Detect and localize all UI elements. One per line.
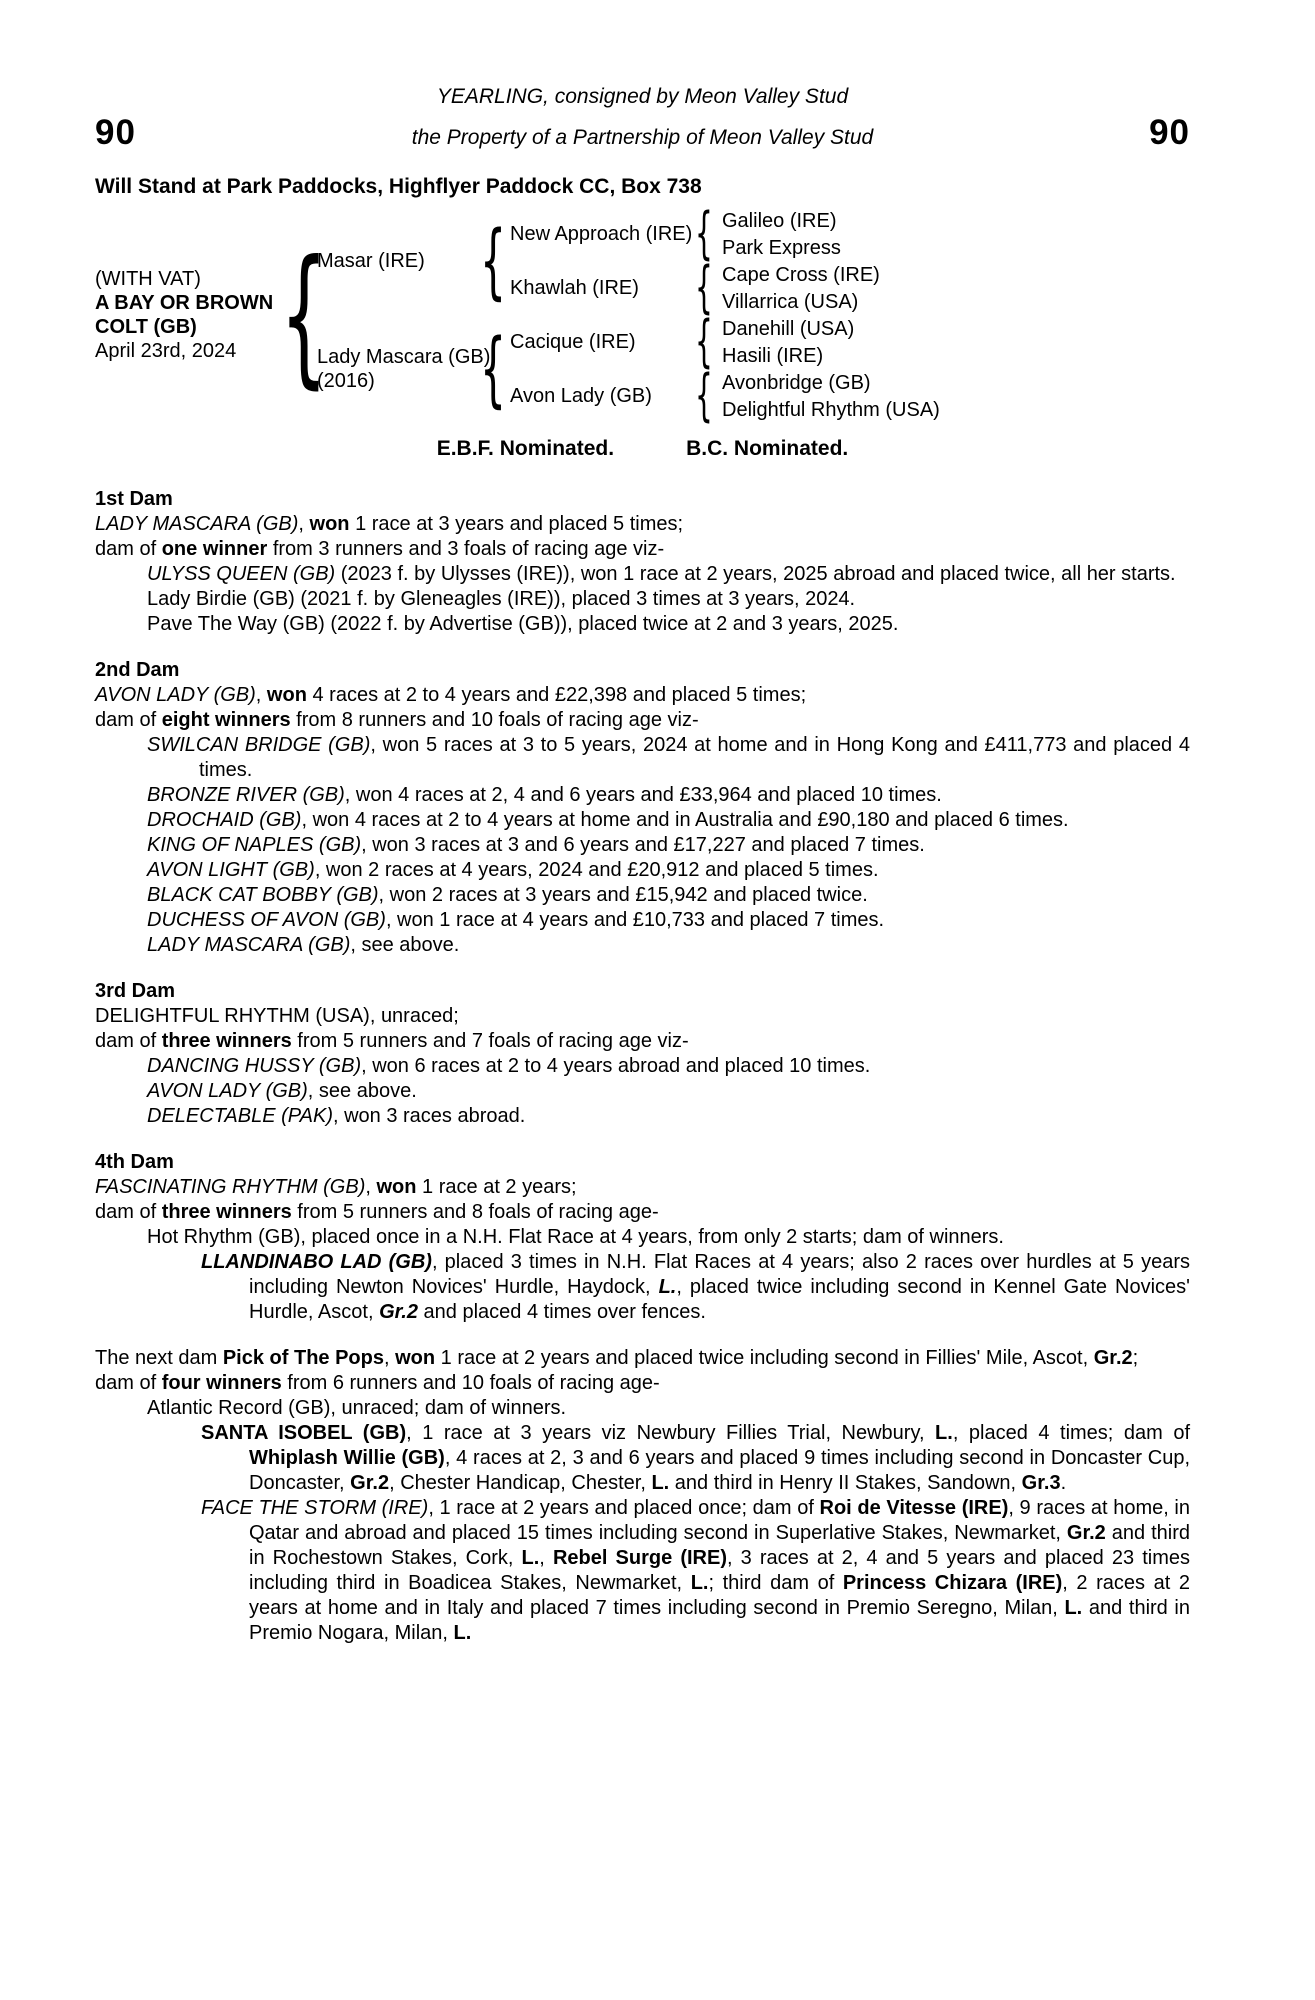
dam-section bbox=[95, 1346, 1190, 1646]
text-segment: , Chester Handicap, Chester, bbox=[389, 1472, 652, 1494]
text-segment: , won 4 races at 2, 4 and 6 years and £33,964 and placed 10 times. bbox=[344, 784, 942, 806]
pedigree-paragraph bbox=[95, 537, 1190, 562]
dam-name: Lady Mascara (GB) bbox=[317, 346, 491, 368]
ebf-nominated-label: E.B.F. Nominated. bbox=[436, 437, 615, 460]
pedigree-table bbox=[95, 201, 1190, 428]
property-line: the Property of a Partnership of Meon Valley Stud bbox=[411, 126, 874, 149]
text-segment: , won 5 races at 3 to 5 years, 2024 at home and in Hong Kong and £411,773 and placed 4 times. bbox=[199, 734, 1190, 781]
text-segment: L. bbox=[658, 1276, 677, 1298]
pedigree-brace-dam-parents: { bbox=[480, 322, 507, 417]
text-segment: L. bbox=[453, 1622, 472, 1644]
text-segment: Gr.2 bbox=[379, 1301, 418, 1323]
consigned-line: YEARLING, consigned by Meon Valley Stud bbox=[436, 85, 849, 108]
dam-section bbox=[95, 1150, 1190, 1325]
pedigree-paragraph bbox=[95, 933, 1190, 958]
text-segment: L. bbox=[1064, 1597, 1083, 1619]
text-segment: SANTA ISOBEL (GB) bbox=[201, 1422, 407, 1444]
text-segment: (2023 f. by Ulysses (IRE)), won 1 race at 2 years, 2025 abroad and placed twice, all her starts. bbox=[335, 563, 1176, 585]
text-segment: DUCHESS OF AVON (GB) bbox=[147, 909, 386, 931]
consignor-block bbox=[215, 84, 1070, 150]
text-segment: , bbox=[384, 1347, 396, 1369]
text-segment: from 6 runners and 10 foals of racing age- bbox=[281, 1372, 660, 1394]
text-segment: , won 3 races at 3 and 6 years and £17,227 and placed 7 times. bbox=[361, 834, 925, 856]
pedigree-brace-pair3: { bbox=[695, 309, 713, 374]
text-segment: , won 6 races at 2 to 4 years abroad and placed 10 times. bbox=[361, 1055, 871, 1077]
text-segment: LADY MASCARA (GB) bbox=[95, 513, 299, 535]
text-segment: won bbox=[395, 1347, 436, 1369]
text-segment: from 8 runners and 10 foals of racing age viz- bbox=[290, 709, 699, 731]
sire-name: Masar (IRE) bbox=[317, 250, 425, 272]
text-segment: three winners bbox=[161, 1030, 292, 1052]
text-segment: from 5 runners and 8 foals of racing age- bbox=[291, 1201, 659, 1223]
great-grandparent-name: Park Express bbox=[722, 237, 841, 259]
text-segment: L. bbox=[651, 1472, 670, 1494]
pedigree-brace-gen1: { bbox=[280, 229, 328, 403]
dam-heading: 4th Dam bbox=[95, 1151, 174, 1173]
text-segment: three winners bbox=[161, 1201, 292, 1223]
text-segment: ULYSS QUEEN (GB) bbox=[147, 563, 336, 585]
text-segment: from 3 runners and 3 foals of racing age viz- bbox=[267, 538, 665, 560]
pedigree-paragraph bbox=[95, 612, 1190, 637]
great-grandparent-name: Hasili (IRE) bbox=[722, 345, 824, 367]
text-segment: ; bbox=[1132, 1347, 1139, 1369]
text-segment: BLACK CAT BOBBY (GB) bbox=[147, 884, 379, 906]
subject-horse-block bbox=[95, 267, 273, 363]
pedigree-paragraph bbox=[95, 708, 1190, 733]
page-header bbox=[95, 84, 1190, 150]
pedigree-brace-sire-parents: { bbox=[480, 214, 507, 309]
pedigree-paragraph bbox=[95, 808, 1190, 833]
great-grandparent-name: Delightful Rhythm (USA) bbox=[722, 399, 940, 421]
text-segment: Gr.2 bbox=[350, 1472, 390, 1494]
text-segment: DROCHAID (GB) bbox=[147, 809, 302, 831]
pedigree-paragraph bbox=[95, 1200, 1190, 1225]
dam-year: (2016) bbox=[317, 370, 375, 392]
pedigree-paragraph bbox=[95, 562, 1190, 587]
text-segment: and third in Rochestown Stakes, Cork, bbox=[249, 1522, 1191, 1569]
lot-number-left: 90 bbox=[95, 113, 136, 152]
text-segment: eight winners bbox=[161, 709, 291, 731]
text-segment: LLANDINABO LAD (GB) bbox=[201, 1251, 432, 1273]
pedigree-paragraph bbox=[95, 1029, 1190, 1054]
text-segment: from 5 runners and 7 foals of racing age viz- bbox=[291, 1030, 689, 1052]
text-segment: , 2 races at 2 years at home and in Italy and placed 7 times including second in Premio Seregno, Milan, bbox=[249, 1572, 1190, 1619]
nomination-line bbox=[95, 436, 1190, 461]
text-segment: AVON LADY (GB) bbox=[147, 1080, 308, 1102]
pedigree-paragraph bbox=[95, 1250, 1190, 1325]
text-segment: AVON LADY (GB) bbox=[95, 684, 256, 706]
text-segment: , 3 races at 2, 4 and 5 years and placed 23 times including third in Boadicea Stakes, Newmarket, bbox=[249, 1547, 1190, 1594]
text-segment: KING OF NAPLES (GB) bbox=[147, 834, 362, 856]
text-segment: Gr.2 bbox=[1093, 1347, 1133, 1369]
text-segment: , bbox=[365, 1176, 377, 1198]
pedigree-paragraph bbox=[95, 833, 1190, 858]
pedigree-brace-pair2: { bbox=[695, 255, 713, 320]
text-segment: dam of bbox=[95, 1201, 162, 1223]
pedigree-paragraph bbox=[95, 1054, 1190, 1079]
text-segment: , 1 race at 2 years and placed once; dam of bbox=[428, 1497, 820, 1519]
text-segment: 1 race at 3 years and placed 5 times; bbox=[349, 513, 684, 535]
text-segment: and third in Henry II Stakes, Sandown, bbox=[669, 1472, 1022, 1494]
pedigree-paragraph bbox=[95, 908, 1190, 933]
text-segment: Roi de Vitesse (IRE) bbox=[819, 1497, 1009, 1519]
dam-heading: 1st Dam bbox=[95, 488, 173, 510]
pedigree-paragraph bbox=[95, 1175, 1190, 1200]
dam-heading: 3rd Dam bbox=[95, 980, 176, 1002]
text-segment: , placed twice including second in Kennel Gate Novices' Hurdle, Ascot, bbox=[249, 1276, 1190, 1323]
grandparent-name: Khawlah (IRE) bbox=[510, 277, 639, 299]
pedigree-paragraph bbox=[95, 1225, 1190, 1250]
text-segment: Whiplash Willie (GB) bbox=[249, 1447, 445, 1469]
pedigree-brace-pair1: { bbox=[695, 201, 713, 266]
text-segment: FASCINATING RHYTHM (GB) bbox=[95, 1176, 366, 1198]
text-segment: DELECTABLE (PAK) bbox=[147, 1105, 333, 1127]
text-segment: Rebel Surge (IRE) bbox=[552, 1547, 727, 1569]
great-grandparent-name: Galileo (IRE) bbox=[722, 210, 837, 232]
great-grandparent-name: Danehill (USA) bbox=[722, 318, 855, 340]
text-segment: , won 1 race at 4 years and £10,733 and placed 7 times. bbox=[385, 909, 885, 931]
text-segment: won bbox=[266, 684, 307, 706]
text-segment: won bbox=[376, 1176, 417, 1198]
pedigree-brace-pair4: { bbox=[695, 363, 713, 428]
text-segment: , 9 races at home, in Qatar and abroad and placed 15 times including second in Superlative Stakes, Newmarket, bbox=[249, 1497, 1191, 1544]
great-grandparent-name: Avonbridge (GB) bbox=[722, 372, 871, 394]
text-segment: and placed 4 times over fences. bbox=[417, 1301, 706, 1323]
text-segment: The next dam bbox=[95, 1347, 223, 1369]
text-segment: Atlantic Record (GB), unraced; dam of winners. bbox=[147, 1397, 567, 1419]
text-segment: , see above. bbox=[307, 1080, 417, 1102]
dam-heading: 2nd Dam bbox=[95, 659, 180, 681]
text-segment: dam of bbox=[95, 709, 162, 731]
foaling-date: April 23rd, 2024 bbox=[95, 340, 237, 362]
text-segment: Pave The Way (GB) (2022 f. by Advertise (GB)), placed twice at 2 and 3 years, 2025. bbox=[147, 613, 899, 635]
text-segment: . bbox=[1060, 1472, 1067, 1494]
text-segment: L. bbox=[521, 1547, 540, 1569]
text-segment: DANCING HUSSY (GB) bbox=[147, 1055, 362, 1077]
text-segment: 1 race at 2 years and placed twice including second in Fillies' Mile, Ascot, bbox=[435, 1347, 1094, 1369]
subject-name-line2: COLT (GB) bbox=[95, 316, 197, 338]
dam-section bbox=[95, 658, 1190, 958]
pedigree-paragraph bbox=[95, 683, 1190, 708]
text-segment: , placed 4 times; dam of bbox=[952, 1422, 1191, 1444]
grandparent-name: Avon Lady (GB) bbox=[510, 385, 652, 407]
text-segment: ; third dam of bbox=[708, 1572, 843, 1594]
text-segment: , placed 3 times in N.H. Flat Races at 4 years; also 2 races over hurdles at 5 years including Newton Novices' Hurdle, Haydock, bbox=[249, 1251, 1190, 1298]
great-grandparent-name: Villarrica (USA) bbox=[722, 291, 859, 313]
pedigree-paragraph bbox=[95, 733, 1190, 783]
text-segment: , won 2 races at 4 years, 2024 and £20,912 and placed 5 times. bbox=[314, 859, 879, 881]
text-segment: Pick of The Pops bbox=[222, 1347, 384, 1369]
grandparent-name: New Approach (IRE) bbox=[510, 223, 693, 245]
dam-section bbox=[95, 979, 1190, 1129]
text-segment: , bbox=[539, 1547, 553, 1569]
pedigree-paragraph bbox=[95, 1496, 1190, 1646]
text-segment: Hot Rhythm (GB), placed once in a N.H. Flat Race at 4 years, from only 2 starts; dam of winners. bbox=[147, 1226, 1004, 1248]
text-segment: Lady Birdie (GB) (2021 f. by Gleneagles (IRE)), placed 3 times at 3 years, 2024. bbox=[147, 588, 856, 610]
pedigree-sections bbox=[95, 487, 1190, 1646]
text-segment: 1 race at 2 years; bbox=[416, 1176, 577, 1198]
text-segment: four winners bbox=[161, 1372, 282, 1394]
pedigree-paragraph bbox=[95, 512, 1190, 537]
pedigree-paragraph bbox=[95, 1079, 1190, 1104]
text-segment: 4 races at 2 to 4 years and £22,398 and placed 5 times; bbox=[306, 684, 807, 706]
subject-name-line1: A BAY OR BROWN bbox=[95, 292, 274, 314]
pedigree-paragraph bbox=[95, 1421, 1190, 1496]
text-segment: SWILCAN BRIDGE (GB) bbox=[147, 734, 371, 756]
text-segment: FACE THE STORM (IRE) bbox=[201, 1497, 429, 1519]
text-segment: , bbox=[298, 513, 310, 535]
text-segment: Princess Chizara (IRE) bbox=[842, 1572, 1063, 1594]
pedigree-paragraph bbox=[95, 1004, 1190, 1029]
text-segment: one winner bbox=[161, 538, 268, 560]
pedigree-paragraph bbox=[95, 883, 1190, 908]
pedigree-paragraph bbox=[95, 783, 1190, 808]
text-segment: Gr.2 bbox=[1066, 1522, 1106, 1544]
text-segment: dam of bbox=[95, 1030, 162, 1052]
dam-section bbox=[95, 487, 1190, 637]
text-segment: BRONZE RIVER (GB) bbox=[147, 784, 345, 806]
text-segment: L. bbox=[935, 1422, 953, 1444]
text-segment: LADY MASCARA (GB) bbox=[147, 934, 351, 956]
text-segment: dam of bbox=[95, 1372, 162, 1394]
text-segment: L. bbox=[690, 1572, 709, 1594]
text-segment: won bbox=[309, 513, 350, 535]
stand-location-line: Will Stand at Park Paddocks, Highflyer Paddock CC, Box 738 bbox=[95, 175, 702, 198]
text-segment: , 1 race at 3 years viz Newbury Fillies Trial, Newbury, bbox=[406, 1422, 936, 1444]
text-segment: , bbox=[255, 684, 267, 706]
text-segment: , see above. bbox=[350, 934, 460, 956]
text-segment: AVON LIGHT (GB) bbox=[147, 859, 315, 881]
text-segment: and third in Premio Nogara, Milan, bbox=[249, 1597, 1190, 1644]
pedigree-paragraph bbox=[95, 587, 1190, 612]
text-segment: , won 3 races abroad. bbox=[332, 1105, 526, 1127]
pedigree-paragraph bbox=[95, 1346, 1190, 1371]
lot-number-right: 90 bbox=[1149, 113, 1190, 152]
text-segment: DELIGHTFUL RHYTHM (USA), unraced; bbox=[95, 1005, 459, 1027]
text-segment: , 4 races at 2, 3 and 6 years and placed 9 times including second in Doncaster Cup, Doncaster, bbox=[249, 1447, 1191, 1494]
pedigree-paragraph bbox=[95, 858, 1190, 883]
grandparent-name: Cacique (IRE) bbox=[510, 331, 636, 353]
pedigree-paragraph bbox=[95, 1104, 1190, 1129]
great-grandparent-name: Cape Cross (IRE) bbox=[722, 264, 880, 286]
pedigree-paragraph bbox=[95, 1371, 1190, 1396]
text-segment: , won 4 races at 2 to 4 years at home and in Australia and £90,180 and placed 6 times. bbox=[301, 809, 1069, 831]
text-segment: , won 2 races at 3 years and £15,942 and placed twice. bbox=[378, 884, 868, 906]
vat-note: (WITH VAT) bbox=[95, 268, 201, 290]
pedigree-paragraph bbox=[95, 1396, 1190, 1421]
text-segment: dam of bbox=[95, 538, 162, 560]
text-segment: Gr.3 bbox=[1021, 1472, 1061, 1494]
bc-nominated-label: B.C. Nominated. bbox=[686, 437, 849, 460]
